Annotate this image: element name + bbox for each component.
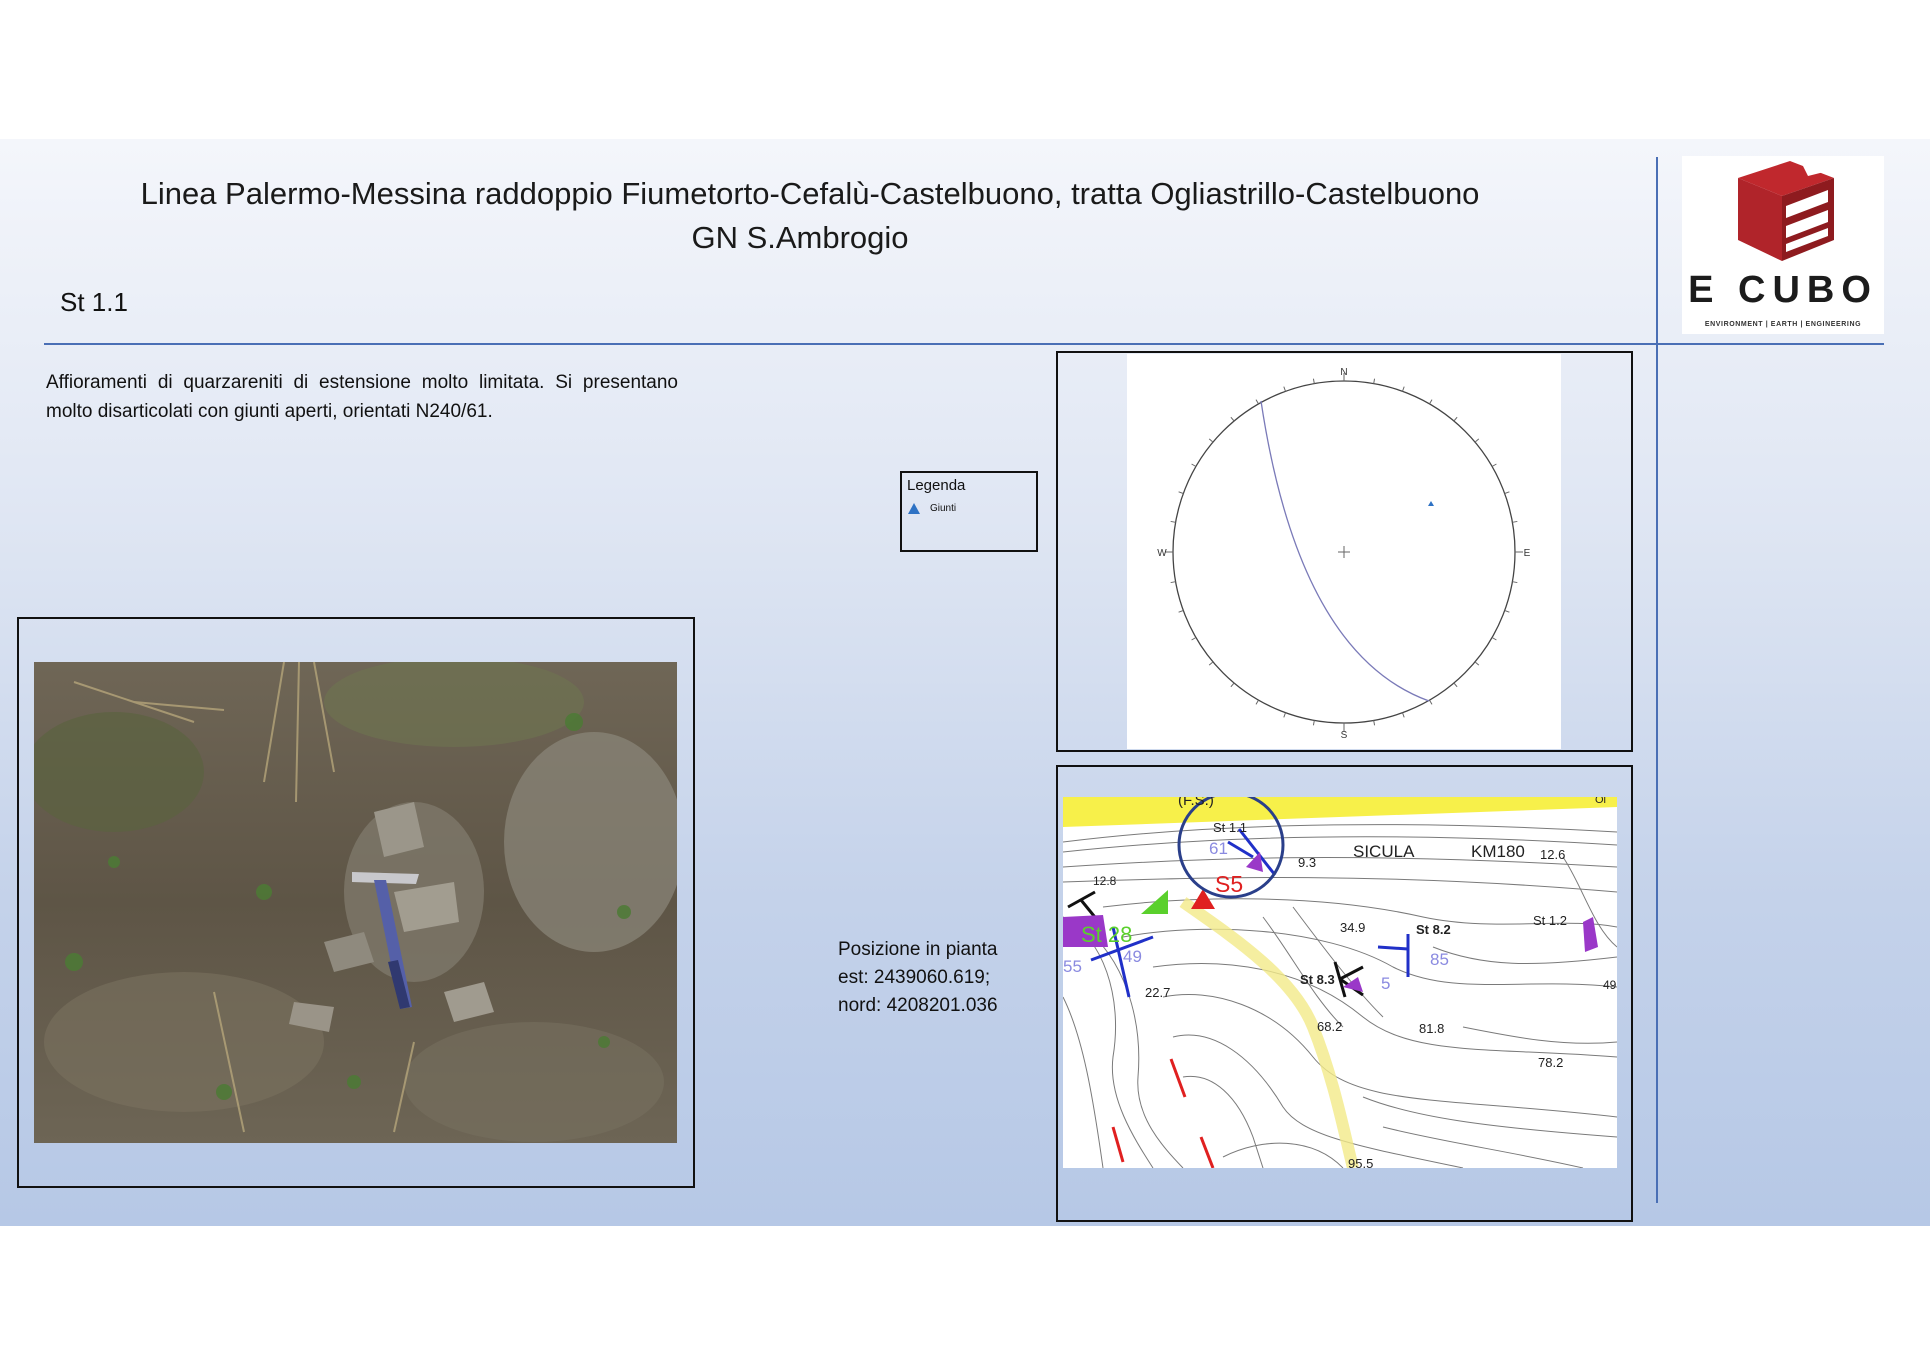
outcrop-photo (34, 662, 677, 1143)
logo-name: E CUBO (1688, 269, 1878, 311)
stereonet-tick (1231, 683, 1234, 687)
stereonet-tick (1313, 379, 1314, 384)
company-logo (1682, 156, 1884, 334)
stereonet-tick (1454, 683, 1457, 687)
stereonet-tick (1284, 713, 1286, 718)
map-station-label: St 8.3 (1300, 972, 1335, 987)
map-elevation-label: 68.2 (1317, 1019, 1343, 1034)
stereonet-tick (1512, 521, 1517, 522)
stereonet-tick (1231, 417, 1234, 421)
map-label: (F.S.) (1178, 797, 1214, 809)
map-dip-label: 61 (1209, 839, 1228, 858)
map-elevation-label: 34.9 (1340, 920, 1366, 935)
map-dip-label: 55 (1063, 957, 1082, 976)
map-dip-label: 85 (1430, 950, 1449, 969)
legend-box (900, 471, 1038, 552)
stereonet-tick (1492, 464, 1496, 467)
stereonet-tick (1284, 387, 1286, 392)
stereonet-tick (1402, 713, 1404, 718)
map-station-label: St 1.1 (1213, 820, 1247, 835)
legend-item-label: Giunti (930, 503, 957, 514)
map-elevation-label: 49 (1603, 978, 1617, 992)
logo-tagline: ENVIRONMENT | EARTH | ENGINEERING (1704, 321, 1862, 328)
map-dip-label: 5 (1381, 974, 1391, 993)
header-divider (44, 343, 1884, 345)
station-label: St 1.1 (60, 287, 128, 317)
map-label: Ol (1595, 797, 1606, 806)
south-label: S (1340, 730, 1348, 741)
position-est: est: 2439060.619; (838, 967, 991, 988)
stereonet-tick (1179, 492, 1184, 494)
stereonet-tick (1492, 638, 1496, 641)
map-station-label: St 1.2 (1533, 913, 1567, 928)
sidebar-divider (1656, 157, 1658, 1203)
stereonet-tick (1505, 492, 1510, 494)
legend-item (908, 503, 956, 514)
stereonet-tick (1171, 521, 1176, 522)
stereonet-tick (1209, 439, 1213, 442)
east-label: E (1523, 548, 1531, 559)
stereonet-tick (1256, 400, 1259, 404)
position-block (838, 936, 998, 1020)
map-road-label: SICULA (1353, 842, 1415, 861)
stereonet-tick (1402, 387, 1404, 392)
stereonet-plot (1127, 354, 1561, 749)
map-symbol-label: S5 (1215, 871, 1244, 897)
great-circle-plane (1261, 401, 1429, 701)
stereonet-tick (1192, 464, 1196, 467)
stereonet-tick (1256, 700, 1259, 704)
stereonet-tick (1192, 638, 1196, 641)
legend-title: Legenda (907, 477, 966, 494)
map-elevation-label: 9.3 (1298, 855, 1317, 870)
stereonet-tick (1171, 582, 1176, 583)
map-elevation-label: 22.7 (1145, 985, 1171, 1000)
stereonet-tick (1179, 610, 1184, 612)
cube-logo-icon (1682, 156, 1884, 268)
map-elevation-label: 81.8 (1419, 1021, 1445, 1036)
page-title: Linea Palermo-Messina raddoppio Fiumetorto-Cefalù-Castelbuono, tratta Ogliastrillo-Castelbuono (140, 176, 1480, 211)
stereonet-tick (1374, 379, 1375, 384)
position-label: Posizione in pianta (838, 939, 998, 960)
stereonet-tick (1475, 439, 1479, 442)
stereonet-tick (1209, 662, 1213, 665)
position-nord: nord: 4208201.036 (838, 995, 998, 1016)
map-elevation-label: 78.2 (1538, 1055, 1564, 1070)
west-label: W (1157, 548, 1167, 559)
description-text: Affioramenti di quarzareniti di estensione molto limitata. Si presentano molto disarticolati con giunti aperti, orientati N240/61. (46, 372, 678, 422)
location-map (1063, 797, 1617, 1168)
map-elevation-label: 12.8 (1093, 874, 1117, 888)
triangle-icon (908, 503, 920, 514)
center-cross (1338, 546, 1350, 558)
map-dip-label: 49 (1123, 947, 1142, 966)
stereonet-tick (1512, 582, 1517, 583)
stereonet-tick (1430, 400, 1433, 404)
stereonet-tick (1374, 720, 1375, 725)
stereonet-tick (1454, 417, 1457, 421)
stereonet-tick (1313, 720, 1314, 725)
pole-marker (1428, 501, 1434, 506)
map-km-label: KM180 (1471, 842, 1525, 861)
stereonet-tick (1475, 662, 1479, 665)
map-elevation-label: 12.6 (1540, 847, 1566, 862)
map-station-label: St 28 (1081, 922, 1133, 947)
page-subtitle: GN S.Ambrogio (691, 220, 909, 255)
stereonet-tick (1430, 700, 1433, 704)
stereonet-tick (1505, 610, 1510, 612)
map-station-label: St 8.2 (1416, 922, 1451, 937)
north-label: N (1340, 367, 1348, 378)
map-elevation-label: 95.5 (1348, 1156, 1374, 1168)
